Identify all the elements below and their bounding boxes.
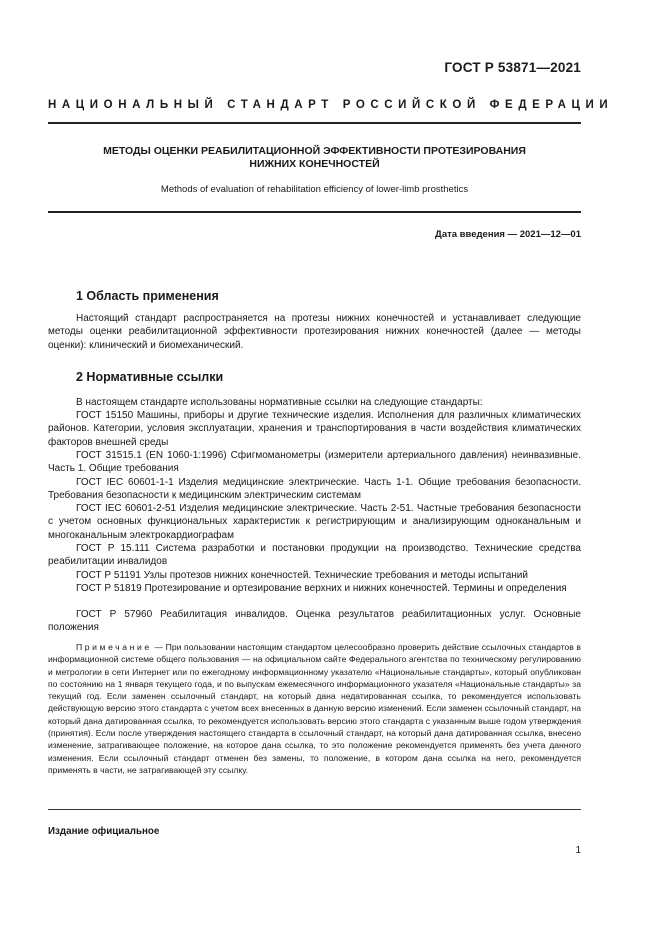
reference-item-gost-r-57960: ГОСТ Р 57960 Реабилитация инвалидов. Оценка результатов реабилитационных услуг. Основные положения	[48, 609, 581, 634]
note-text: — При пользовании настоящим стандартом целесообразно проверить действие ссылочных стандартов в информационной системе общего пользования — на официальном сайте Федерального агентства по техническому регулированию и метрологии в сети Интернет или по ежегодному информационному указателю «Национальные стандарты», который опубликован по состоянию на 1 января текущего года, и по выпускам ежемесячного информационного указателя «Национальные стандарты» за текущий год. Если заменен ссылочный стандарт, на который дана недатированная ссылка, то рекомендуется использовать действующую версию этого стандарта с учетом всех внесенных в данную версию изменений. Если заменен ссылочный стандарт, на который дана датированная ссылка, то рекомендуется использовать версию этого стандарта с указанным выше годом утверждения (принятия). Если после утверждения настоящего стандарта в ссылочный стандарт, на который дана датированная ссылка, внесено изменение, затрагивающее положение, на которое дана ссылка, то это положение рекомендуется применять без учета данного изменения. Если ссылочный стандарт отменен без замены, то положение, в котором дана ссылка на него, рекомендуется применять в части, не затрагивающей эту ссылку.	[48, 642, 581, 775]
national-standard-title: НАЦИОНАЛЬНЫЙ СТАНДАРТ РОССИЙСКОЙ ФЕДЕРАЦИИ	[48, 99, 614, 111]
document-title-line-2: НИЖНИХ КОНЕЧНОСТЕЙ	[249, 158, 380, 170]
reference-item-gost-31515-1: ГОСТ 31515.1 (EN 1060-1:1996) Сфигмоманометры (измерители артериального давления) неинвазивные. Часть 1. Общие требования	[48, 450, 581, 475]
document-title-ru	[48, 145, 581, 171]
official-edition-label: Издание официальное	[48, 826, 160, 837]
reference-item-gost-iec-60601-1-1: ГОСТ IEC 60601-1-1 Изделия медицинские электрические. Часть 1-1. Общие требования безопасности. Требования безопасности к медицинским электрическим системам	[48, 477, 581, 502]
page-number: 1	[575, 845, 581, 856]
standard-code: ГОСТ Р 53871—2021	[444, 60, 581, 75]
reference-item-gost-15150: ГОСТ 15150 Машины, приборы и другие технические изделия. Исполнения для различных климатических районов. Категории, условия эксплуатации, хранения и транспортирования в части воздействия климатических факторов внешней среды	[48, 410, 581, 448]
section-2-intro: В настоящем стандарте использованы нормативные ссылки на следующие стандарты:	[76, 397, 483, 408]
note-block	[48, 641, 581, 776]
header-divider	[48, 122, 581, 124]
title-divider	[48, 211, 581, 213]
introduction-date: Дата введения — 2021—12—01	[435, 229, 581, 240]
reference-item-gost-r-15-111: ГОСТ Р 15.111 Система разработки и постановки продукции на производство. Технические средства реабилитации инвалидов	[48, 543, 581, 568]
section-2-heading: 2 Нормативные ссылки	[76, 370, 224, 384]
section-1-heading: 1 Область применения	[76, 289, 219, 303]
reference-item-gost-r-51191: ГОСТ Р 51191 Узлы протезов нижних конечностей. Технические требования и методы испытаний	[76, 570, 528, 581]
reference-item-gost-iec-60601-2-51: ГОСТ IEC 60601-2-51 Изделия медицинские электрические. Часть 2-51. Частные требования безопасности с учетом основных функциональных характеристик к регистрирующим и анализирующим одноканальным и многоканальным электрокардиографам	[48, 503, 581, 541]
footer-divider	[48, 809, 581, 810]
section-1-text: Настоящий стандарт распространяется на протезы нижних конечностей и устанавливает следующие методы оценки реабилитационной эффективности протезирования нижних конечностей (далее — методы оценки): клинический и биомеханический.	[48, 313, 581, 351]
note-label: Примечание	[76, 642, 152, 652]
document-title-line-1: МЕТОДЫ ОЦЕНКИ РЕАБИЛИТАЦИОННОЙ ЭФФЕКТИВНОСТИ ПРОТЕЗИРОВАНИЯ	[103, 145, 526, 157]
reference-item-gost-r-51819: ГОСТ Р 51819 Протезирование и ортезирование верхних и нижних конечностей. Термины и определения	[76, 583, 567, 594]
document-title-en: Methods of evaluation of rehabilitation efficiency of lower-limb prosthetics	[160, 184, 469, 195]
